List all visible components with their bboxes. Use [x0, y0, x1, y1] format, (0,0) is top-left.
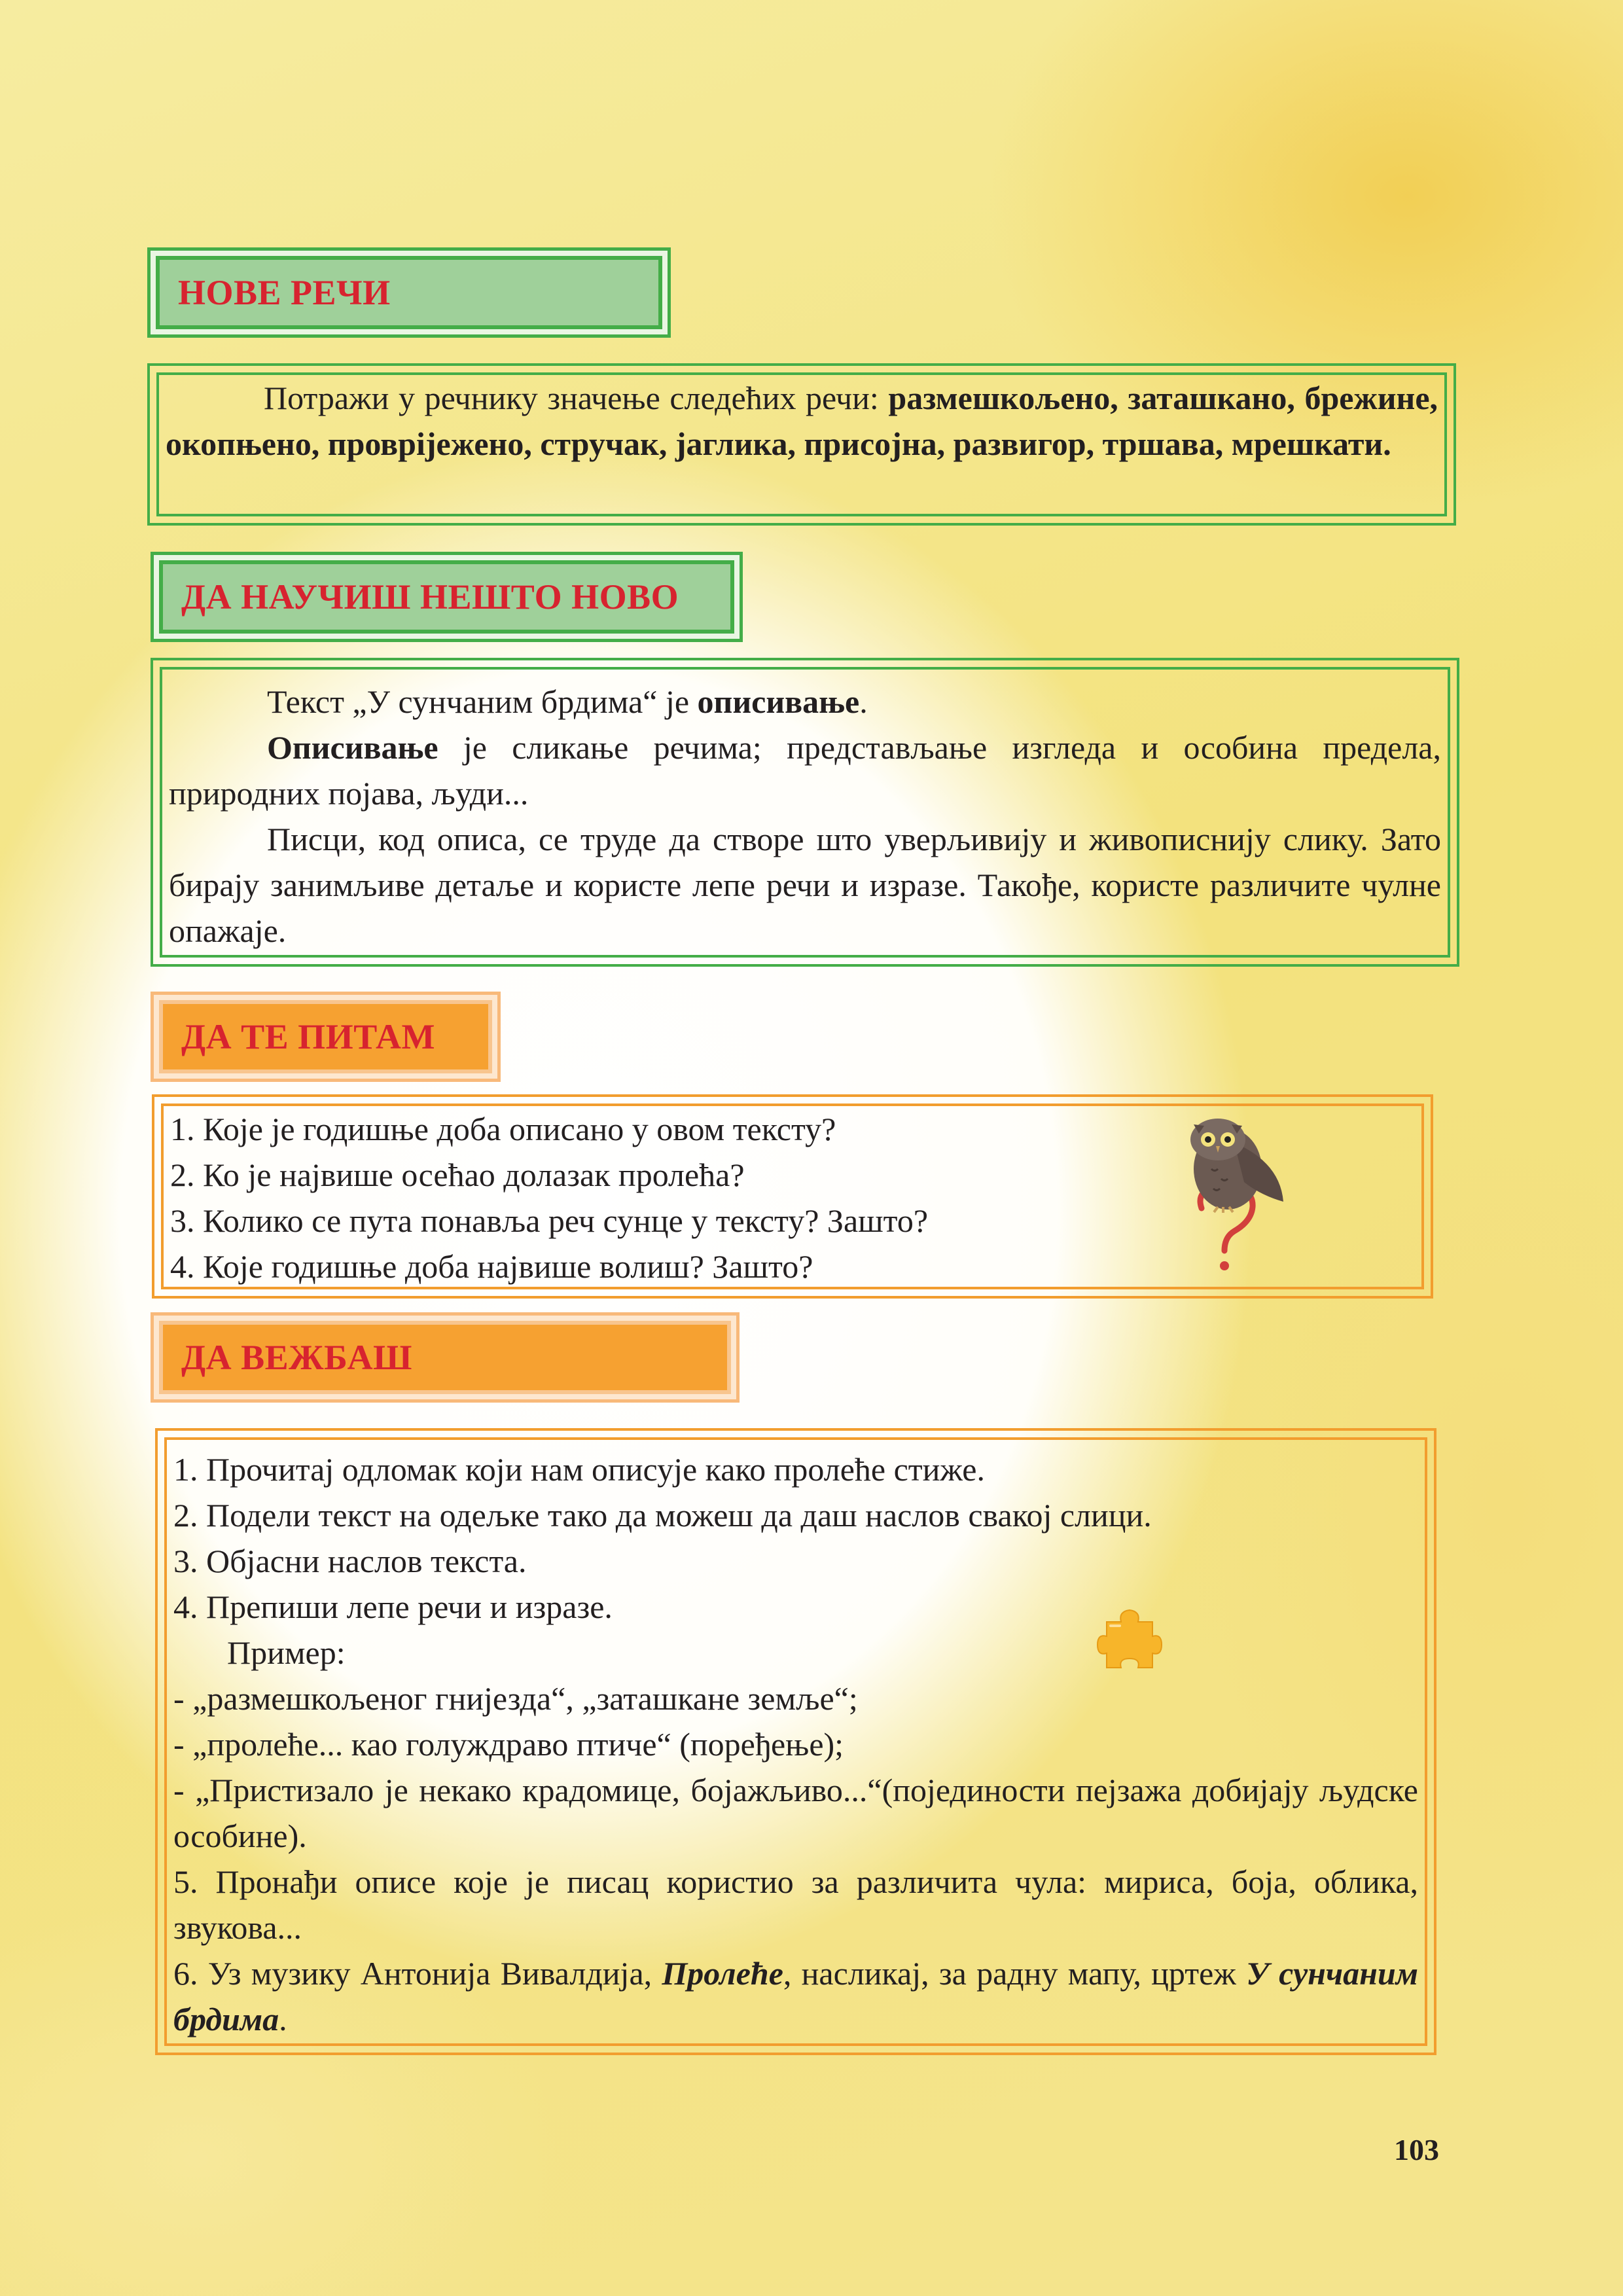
header-new-words-label: НОВЕ РЕЧИ [156, 256, 662, 329]
practice-box [155, 1428, 1436, 2055]
example-item: - „пролеће... као голуждраво птиче“ (поређење); [173, 1726, 844, 1763]
new-words-text: Потражи у речнику значење следећих речи: размешкољено, заташкано, брежине, окопњено, проврijежено, стручак, јаглика, присојна, развигор, тршава, мрешкати. [166, 380, 1438, 462]
example-label: Пример: [227, 1634, 346, 1671]
header-new-words [147, 247, 671, 338]
learn-new-p2: Описивање је сликање речима; представљање изгледа и особина предела, природних појава, људи... [169, 729, 1441, 812]
puzzle-piece-icon [1094, 1602, 1166, 1674]
owl-question-mark-icon [1156, 1117, 1313, 1287]
practice-item: 6. Уз музику Антонија Вивалдија, Пролеће, насликај, за радну мапу, цртеж У сунчаним брдима. [173, 1955, 1418, 2037]
learn-new-p3: Писци, код описа, се труде да створе што уверљивију и живописнију слику. Зато бирају занимљиве детаље и користе лепе речи и изразе. Такође, користе различите чулне опажаје. [169, 821, 1441, 949]
question-item: 3. Колико се пута понавља реч сунце у тексту? Зашто? [170, 1202, 929, 1239]
header-learn-new-label: ДА НАУЧИШ НЕШТО НОВО [159, 560, 734, 634]
header-practice-label: ДА ВЕЖБАШ [159, 1321, 731, 1394]
page-number: 103 [1394, 2133, 1439, 2166]
header-ask-label: ДА ТЕ ПИТАМ [159, 1000, 492, 1073]
practice-item: 3. Објасни наслов текста. [173, 1543, 527, 1579]
new-words-list: размешкољено, заташкано, брежине, окопњено, проврijежено, стручак, јаглика, присојна, развигор, тршава, мрешкати. [166, 380, 1438, 462]
question-item: 1. Које је годишње доба описано у овом тексту? [170, 1111, 836, 1147]
header-ask [151, 992, 501, 1082]
practice-item: 1. Прочитај одломак који нам описује како пролеће стиже. [173, 1451, 985, 1488]
practice-item: 2. Подели текст на одељке тако да можеш да даш наслов свакој слици. [173, 1497, 1152, 1534]
question-item: 4. Које годишње доба највише волиш? Зашто? [170, 1248, 813, 1285]
learn-new-p1: Текст „У сунчаним брдима“ је описивање. [267, 683, 868, 720]
example-item: - „размешкољеног гнијезда“, „заташкане земље“; [173, 1680, 858, 1717]
practice-item: 4. Препиши лепе речи и изразе. [173, 1588, 613, 1625]
questions-box [152, 1094, 1433, 1299]
learn-new-box [151, 658, 1459, 967]
header-practice [151, 1312, 740, 1403]
question-item: 2. Ко је највише осећао долазак пролећа? [170, 1157, 745, 1193]
example-item: - „Пристизало је некако крадомице, бојажљиво...“(појединости пејзажа добијају људске особине). [173, 1772, 1418, 1854]
header-learn-new [151, 552, 743, 642]
practice-item: 5. Пронађи описе које је писац користио за различита чула: мириса, боја, облика, звукова... [173, 1863, 1418, 1946]
new-words-box [147, 363, 1456, 526]
